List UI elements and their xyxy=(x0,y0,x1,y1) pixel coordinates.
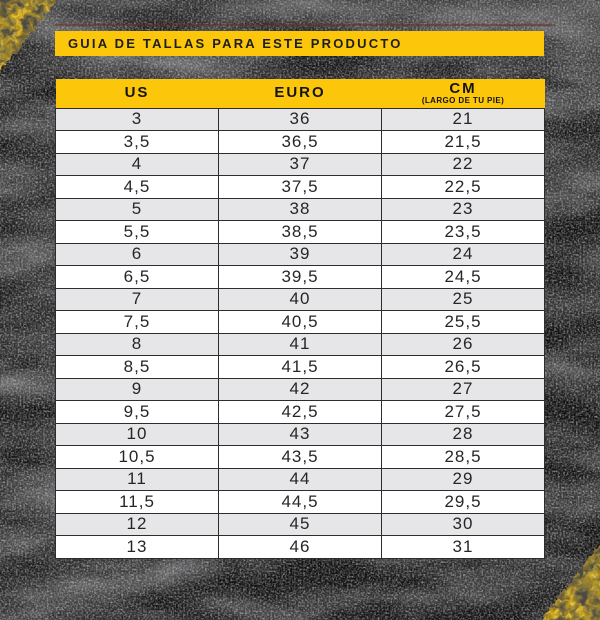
size-cell: 21,5 xyxy=(382,131,545,154)
table-row xyxy=(56,198,545,221)
size-cell: 10 xyxy=(56,423,219,446)
table-row xyxy=(56,221,545,244)
size-cell: 24,5 xyxy=(382,266,545,289)
size-cell: 11,5 xyxy=(56,491,219,514)
col-header-cm xyxy=(382,79,545,108)
table-row xyxy=(56,176,545,199)
table-row xyxy=(56,401,545,424)
table-row xyxy=(56,243,545,266)
table-row xyxy=(56,378,545,401)
size-cell: 44 xyxy=(219,468,382,491)
size-cell: 30 xyxy=(382,513,545,536)
size-cell: 42 xyxy=(219,378,382,401)
size-cell: 26 xyxy=(382,333,545,356)
table-row xyxy=(56,536,545,559)
table-row xyxy=(56,131,545,154)
page-title: GUIA DE TALLAS PARA ESTE PRODUCTO xyxy=(68,36,403,51)
size-cell: 29 xyxy=(382,468,545,491)
table-row xyxy=(56,513,545,536)
size-cell: 5,5 xyxy=(56,221,219,244)
size-cell: 4 xyxy=(56,153,219,176)
size-cell: 8,5 xyxy=(56,356,219,379)
size-cell: 21 xyxy=(382,108,545,131)
size-cell: 7,5 xyxy=(56,311,219,334)
table-row xyxy=(56,153,545,176)
size-cell: 22,5 xyxy=(382,176,545,199)
size-cell: 28 xyxy=(382,423,545,446)
col-header-euro-label: EURO xyxy=(274,84,326,102)
size-cell: 24 xyxy=(382,243,545,266)
table-row xyxy=(56,266,545,289)
table-row xyxy=(56,311,545,334)
size-cell: 25 xyxy=(382,288,545,311)
table-row xyxy=(56,446,545,469)
size-cell: 11 xyxy=(56,468,219,491)
header-row xyxy=(56,79,545,108)
size-cell: 3 xyxy=(56,108,219,131)
size-table-header xyxy=(56,79,545,108)
title-bar xyxy=(55,31,544,56)
size-cell: 40 xyxy=(219,288,382,311)
size-cell: 3,5 xyxy=(56,131,219,154)
size-cell: 44,5 xyxy=(219,491,382,514)
size-cell: 41,5 xyxy=(219,356,382,379)
size-cell: 29,5 xyxy=(382,491,545,514)
col-header-euro xyxy=(219,79,382,108)
size-cell: 8 xyxy=(56,333,219,356)
col-header-cm-label: CM xyxy=(449,79,477,97)
table-row xyxy=(56,288,545,311)
size-cell: 26,5 xyxy=(382,356,545,379)
size-cell: 28,5 xyxy=(382,446,545,469)
size-cell: 22 xyxy=(382,153,545,176)
size-cell: 27 xyxy=(382,378,545,401)
size-cell: 6 xyxy=(56,243,219,266)
size-cell: 23,5 xyxy=(382,221,545,244)
size-cell: 27,5 xyxy=(382,401,545,424)
size-cell: 9 xyxy=(56,378,219,401)
size-cell: 25,5 xyxy=(382,311,545,334)
size-cell: 45 xyxy=(219,513,382,536)
size-table xyxy=(55,79,545,559)
size-cell: 23 xyxy=(382,198,545,221)
size-cell: 37 xyxy=(219,153,382,176)
size-cell: 37,5 xyxy=(219,176,382,199)
table-row xyxy=(56,108,545,131)
size-cell: 31 xyxy=(382,536,545,559)
size-cell: 39 xyxy=(219,243,382,266)
col-header-us xyxy=(56,79,219,108)
size-cell: 36 xyxy=(219,108,382,131)
size-cell: 5 xyxy=(56,198,219,221)
size-cell: 39,5 xyxy=(219,266,382,289)
col-header-us-label: US xyxy=(124,84,150,102)
size-cell: 42,5 xyxy=(219,401,382,424)
size-cell: 38 xyxy=(219,198,382,221)
table-row xyxy=(56,333,545,356)
size-cell: 4,5 xyxy=(56,176,219,199)
size-cell: 6,5 xyxy=(56,266,219,289)
size-table-body xyxy=(56,108,545,558)
col-header-cm-sub: (LARGO DE TU PIE) xyxy=(421,95,505,105)
size-cell: 13 xyxy=(56,536,219,559)
size-cell: 10,5 xyxy=(56,446,219,469)
size-cell: 46 xyxy=(219,536,382,559)
size-cell: 9,5 xyxy=(56,401,219,424)
size-cell: 7 xyxy=(56,288,219,311)
size-cell: 12 xyxy=(56,513,219,536)
size-cell: 36,5 xyxy=(219,131,382,154)
table-row xyxy=(56,356,545,379)
size-cell: 40,5 xyxy=(219,311,382,334)
table-row xyxy=(56,491,545,514)
table-row xyxy=(56,468,545,491)
size-cell: 41 xyxy=(219,333,382,356)
size-cell: 38,5 xyxy=(219,221,382,244)
size-cell: 43,5 xyxy=(219,446,382,469)
table-row xyxy=(56,423,545,446)
size-cell: 43 xyxy=(219,423,382,446)
